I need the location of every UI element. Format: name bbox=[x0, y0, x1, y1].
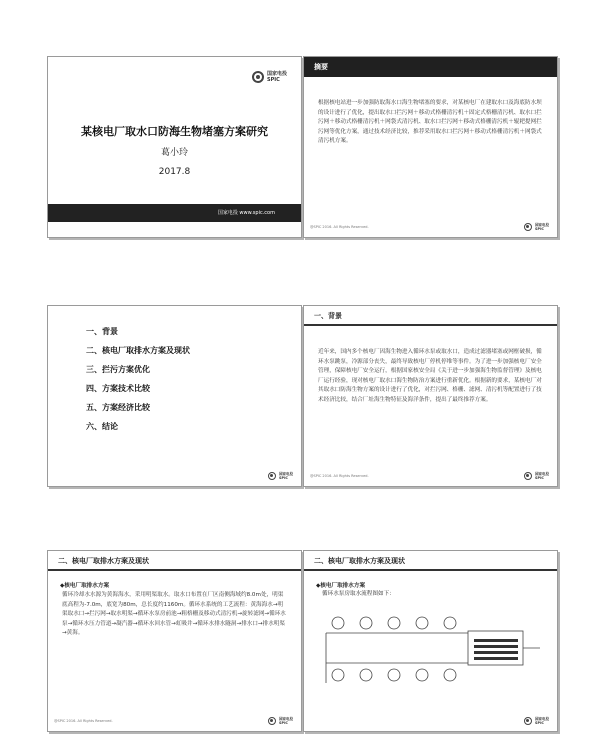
slide-title[interactable] bbox=[47, 56, 302, 238]
spic-logo-icon bbox=[268, 472, 276, 480]
spic-logo-icon bbox=[524, 472, 532, 480]
spic-logo bbox=[252, 71, 287, 83]
slide-abstract[interactable] bbox=[303, 56, 558, 238]
bullet-heading: ◆核电厂取排水方案 bbox=[60, 583, 110, 589]
slide-intake-diagram[interactable] bbox=[303, 550, 558, 732]
outline-item: 五、方案经济比较 bbox=[86, 403, 150, 412]
pump-house-flow-diagram bbox=[318, 603, 543, 703]
bullet-heading: ◆核电厂取排水方案 bbox=[316, 583, 366, 589]
slide-background[interactable] bbox=[303, 305, 558, 487]
spic-logo-icon bbox=[524, 717, 532, 725]
footer-logo: 国家电投 SPIC bbox=[524, 472, 549, 480]
footer-logo: 国家电投 SPIC bbox=[268, 472, 293, 480]
background-text: 近年来，国内多个核电厂因海生物进入循环水泵或取水口，造成过滤器堵塞或网框破损，循环水泵跳泵，冷源部分丧失，最终导致核电厂停机停堆等事件。为了进一步加强核电厂安全管理，保障核电厂安全运行，根据国家核安全局《关于进一步加强海生物监督管理》及核电厂运行经验，现对核电厂取水口海生物防治方案进行重新优化。根据新的要求，某核电厂对其取水口防海生物方案的设计进行了优化，对拦污网、格栅、滤网、清污机等配置进行了技术经济比较，结合厂址海生物特征及海洋条件，提出了最终推荐方案。 bbox=[318, 349, 542, 403]
copyright-footer: @SPIC 2016. All Rights Reserved. bbox=[54, 719, 113, 723]
outline-item: 一、背景 bbox=[86, 327, 118, 336]
outline-item: 二、核电厂取排水方案及现状 bbox=[86, 346, 190, 355]
presentation-title: 某核电厂取水口防海生物堵塞方案研究 bbox=[81, 125, 268, 138]
presentation-date: 2017.8 bbox=[158, 167, 191, 177]
outline-list bbox=[86, 322, 190, 436]
slide-intake-scheme[interactable] bbox=[47, 550, 302, 732]
logo-en: SPIC bbox=[266, 77, 280, 83]
footer-logo: 国家电投 SPIC bbox=[524, 223, 549, 231]
spic-logo-icon bbox=[524, 223, 532, 231]
slide-header: 摘要 bbox=[304, 57, 557, 77]
copyright-footer: @SPIC 2016. All Rights Reserved. bbox=[310, 474, 369, 478]
spic-logo-icon bbox=[252, 71, 264, 83]
footer-logo: 国家电投 SPIC bbox=[268, 717, 293, 725]
title-band: 国家电投 www.spic.com bbox=[48, 204, 301, 222]
outline-item: 三、拦污方案优化 bbox=[86, 365, 150, 374]
slide-outline[interactable] bbox=[47, 305, 302, 487]
footer-logo: 国家电投 SPIC bbox=[524, 717, 549, 725]
logo-cn: 国家电投 bbox=[266, 71, 287, 77]
slide-header: 二、核电厂取排水方案及现状 bbox=[48, 551, 301, 571]
slide-header: 一、背景 bbox=[304, 306, 557, 326]
abstract-text: 根据核电站进一步加强防取海水口海生物堵塞的要求，对某核电厂在建取水口及海底防水坝的设计进行了优化，提出取水口拦污网＋移动式格栅清污机＋固定式格栅清污机、取水口拦污网＋移动式格栅清污机＋网袋式清污机、取水口拦污网＋移动式格栅清污机＋辊耙提网拦污网等优化方案，通过技术经济比较，推荐采用取水口拦污网＋移动式格栅清污机＋网袋式清污机方案。 bbox=[318, 100, 542, 144]
outline-item: 四、方案技术比较 bbox=[86, 384, 150, 393]
copyright-footer: @SPIC 2016. All Rights Reserved. bbox=[310, 225, 369, 229]
slide-header: 二、核电厂取排水方案及现状 bbox=[304, 551, 557, 571]
scheme-text: 循环冷却水水源为黄海海水，采用明渠取水。取水口布置在厂区南侧海域约8.0m处，明渠底高程为-7.0m，底宽为80m，总长度约1160m。循环水系统的工艺流程：黄海海水→明渠取水口→拦污网→取水明渠→循环水泵房前池→粗格栅及移动式清污机→旋转滤网→循环水泵→循环水压力管道→凝汽器→循环水回水管→虹吸井→循环水排水隧洞→排水口→排水明渠→黄海。 bbox=[62, 592, 286, 636]
diagram-caption: 循环水泵房取水流程图如下： bbox=[322, 591, 395, 597]
spic-logo-icon bbox=[268, 717, 276, 725]
outline-item: 六、结论 bbox=[86, 422, 118, 431]
author-name: 葛小玲 bbox=[160, 148, 188, 158]
